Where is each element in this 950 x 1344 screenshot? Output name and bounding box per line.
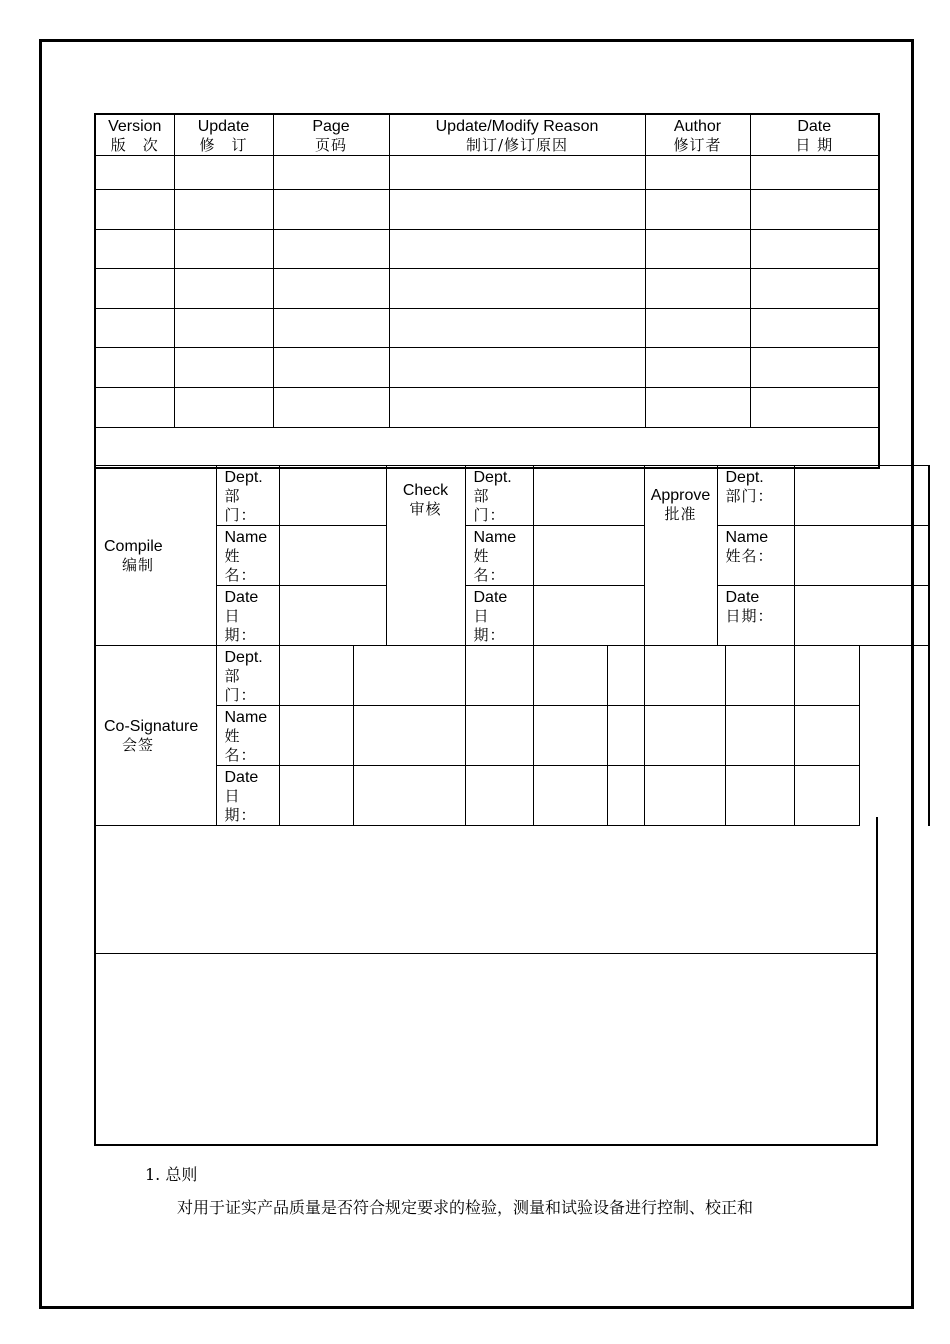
cosign-cell[interactable] (279, 646, 353, 706)
header-version: Version 版 次 (95, 114, 174, 156)
cell[interactable] (750, 388, 879, 428)
cell[interactable] (273, 388, 389, 428)
cosign-cell[interactable] (725, 706, 794, 766)
cell[interactable] (645, 230, 750, 269)
cell[interactable] (389, 388, 645, 428)
check-label: Check 审核 (386, 466, 465, 646)
cell[interactable] (174, 156, 273, 190)
signoff-name-row (95, 526, 929, 586)
compile-dept-label: Dept. 部 门： (216, 466, 279, 526)
signoff-date-row (95, 586, 929, 646)
cell[interactable] (174, 269, 273, 309)
table-row (95, 190, 879, 230)
table-row (95, 156, 879, 190)
cosign-dept-label: Dept. 部 门： (216, 646, 279, 706)
header-reason: Update/Modify Reason 制订/修订原因 (389, 114, 645, 156)
cosign-name-row (95, 706, 929, 766)
cosign-cell[interactable] (353, 646, 465, 706)
signoff-table (94, 465, 930, 826)
cosign-cell[interactable] (607, 646, 644, 706)
cell[interactable] (174, 309, 273, 348)
cosign-cell[interactable] (279, 706, 353, 766)
signoff-dept-row (95, 466, 929, 526)
cell[interactable] (389, 156, 645, 190)
header-page: Page 页码 (273, 114, 389, 156)
cell[interactable] (273, 230, 389, 269)
cell[interactable] (273, 309, 389, 348)
header-update: Update 修 订 (174, 114, 273, 156)
notes-divider (96, 953, 876, 954)
cell[interactable] (750, 348, 879, 388)
cell[interactable] (645, 388, 750, 428)
cell[interactable] (273, 190, 389, 230)
cell[interactable] (273, 156, 389, 190)
cell[interactable] (174, 230, 273, 269)
cosign-date-label: Date 日 期： (216, 766, 279, 826)
approve-date-label: Date 日期： (717, 586, 794, 646)
cell[interactable] (95, 190, 174, 230)
cell[interactable] (645, 269, 750, 309)
compile-name-field[interactable] (279, 526, 386, 586)
notes-box (94, 817, 878, 1146)
cell[interactable] (645, 156, 750, 190)
cell[interactable] (95, 230, 174, 269)
check-dept-field[interactable] (533, 466, 644, 526)
compile-label: Compile 编制 (95, 466, 216, 646)
approve-label: Approve 批准 (644, 466, 717, 646)
cell[interactable] (95, 388, 174, 428)
cosign-name-label: Name 姓 名： (216, 706, 279, 766)
check-date-field[interactable] (533, 586, 644, 646)
cosign-cell[interactable] (353, 706, 465, 766)
check-name-field[interactable] (533, 526, 644, 586)
cell[interactable] (174, 190, 273, 230)
cosign-cell[interactable] (644, 706, 725, 766)
cell[interactable] (174, 348, 273, 388)
table-row (95, 348, 879, 388)
compile-date-field[interactable] (279, 586, 386, 646)
cosign-label: Co-Signature 会签 (95, 646, 216, 826)
spacer-row (95, 428, 879, 468)
cell[interactable] (95, 348, 174, 388)
cell[interactable] (389, 309, 645, 348)
cell[interactable] (389, 269, 645, 309)
approve-date-field[interactable] (794, 586, 929, 646)
cosign-dept-row (95, 646, 929, 706)
cell[interactable] (174, 388, 273, 428)
cell[interactable] (389, 230, 645, 269)
cell[interactable] (750, 156, 879, 190)
approve-dept-field[interactable] (794, 466, 929, 526)
cosign-cell[interactable] (465, 646, 533, 706)
cell[interactable] (273, 348, 389, 388)
cell[interactable] (389, 348, 645, 388)
check-name-label: Name 姓 名： (465, 526, 533, 586)
table-row (95, 388, 879, 428)
cosign-cell[interactable] (607, 706, 644, 766)
approve-dept-label: Dept. 部门： (717, 466, 794, 526)
cell[interactable] (389, 190, 645, 230)
cosign-cell[interactable] (794, 706, 859, 766)
cosign-cell[interactable] (533, 706, 607, 766)
approve-name-label: Name 姓名： (717, 526, 794, 586)
table-row (95, 309, 879, 348)
cell[interactable] (750, 230, 879, 269)
compile-dept-field[interactable] (279, 466, 386, 526)
cosign-cell[interactable] (533, 646, 607, 706)
cell[interactable] (273, 269, 389, 309)
section-heading: 1. 总则 (145, 1165, 198, 1184)
header-date: Date 日 期 (750, 114, 879, 156)
header-author: Author 修订者 (645, 114, 750, 156)
cosign-cell[interactable] (465, 706, 533, 766)
table-row (95, 230, 879, 269)
approve-name-field[interactable] (794, 526, 929, 586)
table-row (95, 269, 879, 309)
cosign-cell[interactable] (794, 646, 859, 706)
revision-header-row (95, 114, 879, 156)
cell[interactable] (645, 348, 750, 388)
check-dept-label: Dept. 部 门： (465, 466, 533, 526)
compile-date-label: Date 日 期： (216, 586, 279, 646)
cell[interactable] (645, 190, 750, 230)
spacer-cell (95, 428, 879, 468)
cell[interactable] (750, 309, 879, 348)
check-date-label: Date 日 期： (465, 586, 533, 646)
cell[interactable] (95, 269, 174, 309)
cell[interactable] (645, 309, 750, 348)
cosign-cell[interactable] (644, 646, 725, 706)
cell[interactable] (750, 190, 879, 230)
cosign-cell[interactable] (725, 646, 794, 706)
body-paragraph: 对用于证实产品质量是否符合规定要求的检验，测量和试验设备进行控制、校正和 (177, 1198, 754, 1217)
cell[interactable] (95, 156, 174, 190)
cell[interactable] (750, 269, 879, 309)
revision-table (94, 113, 880, 469)
compile-name-label: Name 姓 名： (216, 526, 279, 586)
cell[interactable] (95, 309, 174, 348)
